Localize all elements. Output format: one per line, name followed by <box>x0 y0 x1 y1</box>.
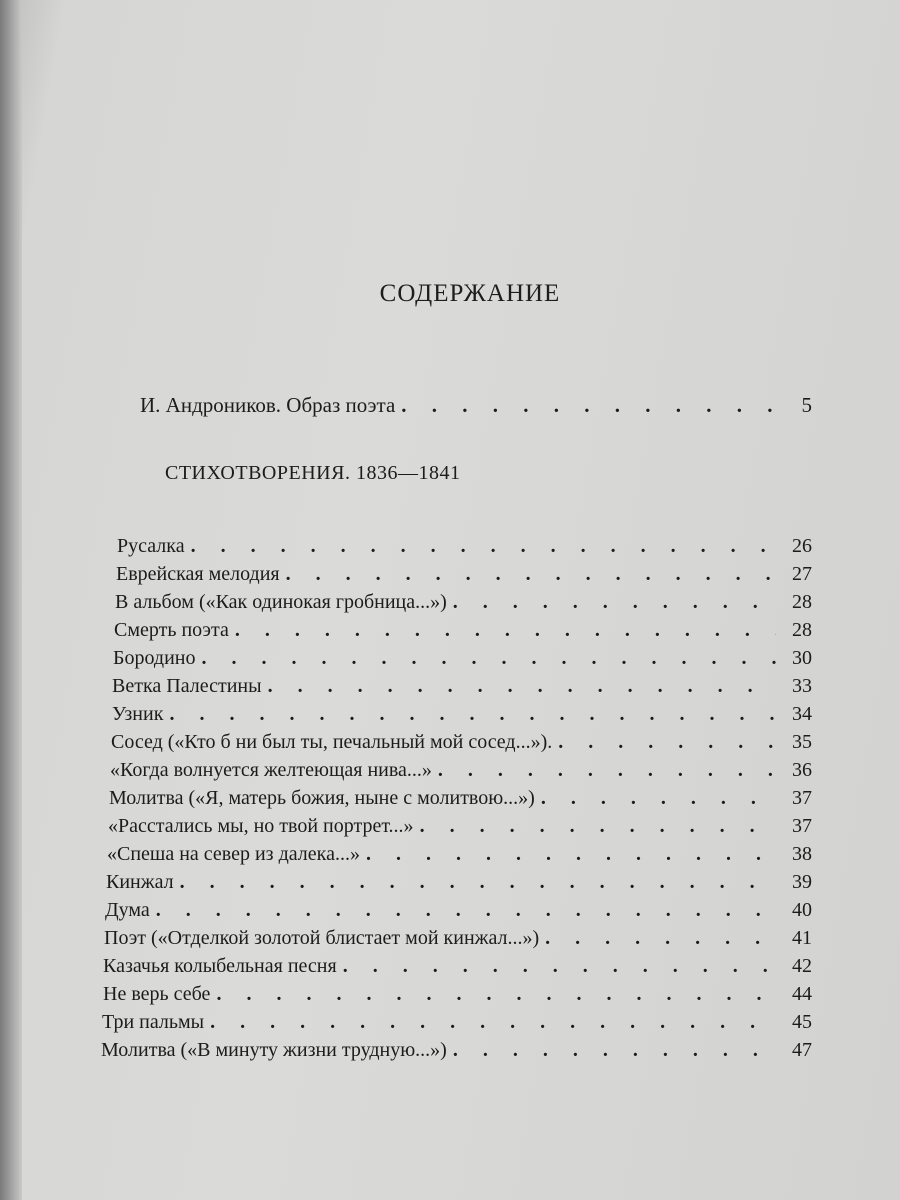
leader-dots <box>558 731 776 754</box>
toc-entry <box>110 759 812 782</box>
toc-entry-title: Не верь себе <box>103 983 211 1005</box>
toc-entry-page: 45 <box>792 1011 812 1033</box>
toc-entry-title: Дума <box>105 899 150 921</box>
toc-entry-page: 26 <box>792 535 812 557</box>
leader-dots <box>286 563 776 586</box>
leader-dots <box>453 1039 776 1062</box>
leader-dots <box>202 647 777 670</box>
leader-dots <box>216 983 776 1006</box>
toc-entry <box>107 843 812 866</box>
toc-entry-title: «Спеша на север из далека...» <box>107 843 360 865</box>
book-gutter <box>0 0 22 1200</box>
toc-entry-page: 37 <box>792 787 812 809</box>
leader-dots <box>541 787 776 810</box>
toc-entry-page: 28 <box>792 619 812 641</box>
toc-entry <box>112 703 812 726</box>
leader-dots <box>156 899 776 922</box>
toc-entry-title: Молитва («В минуту жизни трудную...») <box>101 1039 447 1061</box>
leader-dots <box>453 591 776 614</box>
leader-dots <box>210 1011 776 1034</box>
toc-entry-page: 27 <box>792 563 812 585</box>
toc-entry-page: 42 <box>792 955 812 977</box>
toc-entry-page: 28 <box>792 591 812 613</box>
toc-entry-page: 34 <box>792 703 812 725</box>
toc-entry <box>115 591 812 614</box>
toc-entry-title: Сосед («Кто б ни был ты, печальный мой сосед...»). <box>111 731 553 753</box>
leader-dots <box>235 619 776 642</box>
leader-dots <box>401 393 776 418</box>
toc-entry <box>117 535 812 558</box>
toc-entry-title: Русалка <box>117 535 185 557</box>
toc-entry-title: В альбом («Как одинокая гробница...») <box>115 591 447 613</box>
leader-dots <box>268 675 776 698</box>
toc-entry-page: 47 <box>792 1039 812 1061</box>
toc-entry-title: Поэт («Отделкой золотой блистает мой кинжал...») <box>104 927 540 949</box>
leader-dots <box>366 843 776 866</box>
toc-entry <box>108 815 812 838</box>
toc-entry-page: 38 <box>792 843 812 865</box>
toc-entry-title: Узник <box>112 703 164 725</box>
toc-entry-title: «Расстались мы, но твой портрет...» <box>108 815 414 837</box>
toc-entry-page: 33 <box>792 675 812 697</box>
toc-entry-title: Бородино <box>113 647 196 669</box>
toc-intro-line <box>140 393 812 418</box>
toc-entry <box>111 731 812 754</box>
toc-entry <box>103 955 812 978</box>
toc-entry <box>114 619 812 642</box>
toc-entry <box>102 1011 812 1034</box>
toc-entry-page: 44 <box>792 983 812 1005</box>
toc-entry-page: 36 <box>792 759 812 781</box>
toc-entry-title: Смерть поэта <box>114 619 229 641</box>
toc-intro-title: И. Андроников. Образ поэта <box>140 393 396 417</box>
leader-dots <box>343 955 776 978</box>
toc-entry-title: Три пальмы <box>102 1011 205 1033</box>
leader-dots <box>420 815 776 838</box>
toc-entry <box>105 899 812 922</box>
toc-entry-page: 41 <box>792 927 812 949</box>
toc-entry-page: 39 <box>792 871 812 893</box>
leader-dots <box>438 759 776 782</box>
leader-dots <box>180 871 776 894</box>
toc-entry-page: 37 <box>792 815 812 837</box>
toc-entry <box>104 927 812 950</box>
toc-entry-title: Кинжал <box>106 871 174 893</box>
section-title: СТИХОТВОРЕНИЯ. 1836—1841 <box>165 462 461 484</box>
toc-entry-title: «Когда волнуется желтеющая нива...» <box>110 759 432 781</box>
toc-intro-page: 5 <box>801 393 812 417</box>
toc-entry-title: Молитва («Я, матерь божия, ныне с молитвою...») <box>109 787 535 809</box>
toc-entry-page: 35 <box>792 731 812 753</box>
toc-entry-title: Казачья колыбельная песня <box>103 955 337 977</box>
toc-entry <box>106 871 812 894</box>
toc-entry <box>116 563 812 586</box>
toc-entry-title: Еврейская мелодия <box>116 563 280 585</box>
leader-dots <box>169 703 776 726</box>
toc-entry <box>112 675 812 698</box>
toc-entry <box>113 647 812 670</box>
toc-entry <box>109 787 812 810</box>
toc-entry-title: Ветка Палестины <box>112 675 262 697</box>
toc-heading: СОДЕРЖАНИЕ <box>379 280 561 307</box>
toc-entry-page: 30 <box>792 647 812 669</box>
leader-dots <box>191 535 776 558</box>
toc-entry-page: 40 <box>792 899 812 921</box>
toc-entry <box>103 983 812 1006</box>
leader-dots <box>545 927 776 950</box>
toc-entry <box>101 1039 812 1062</box>
